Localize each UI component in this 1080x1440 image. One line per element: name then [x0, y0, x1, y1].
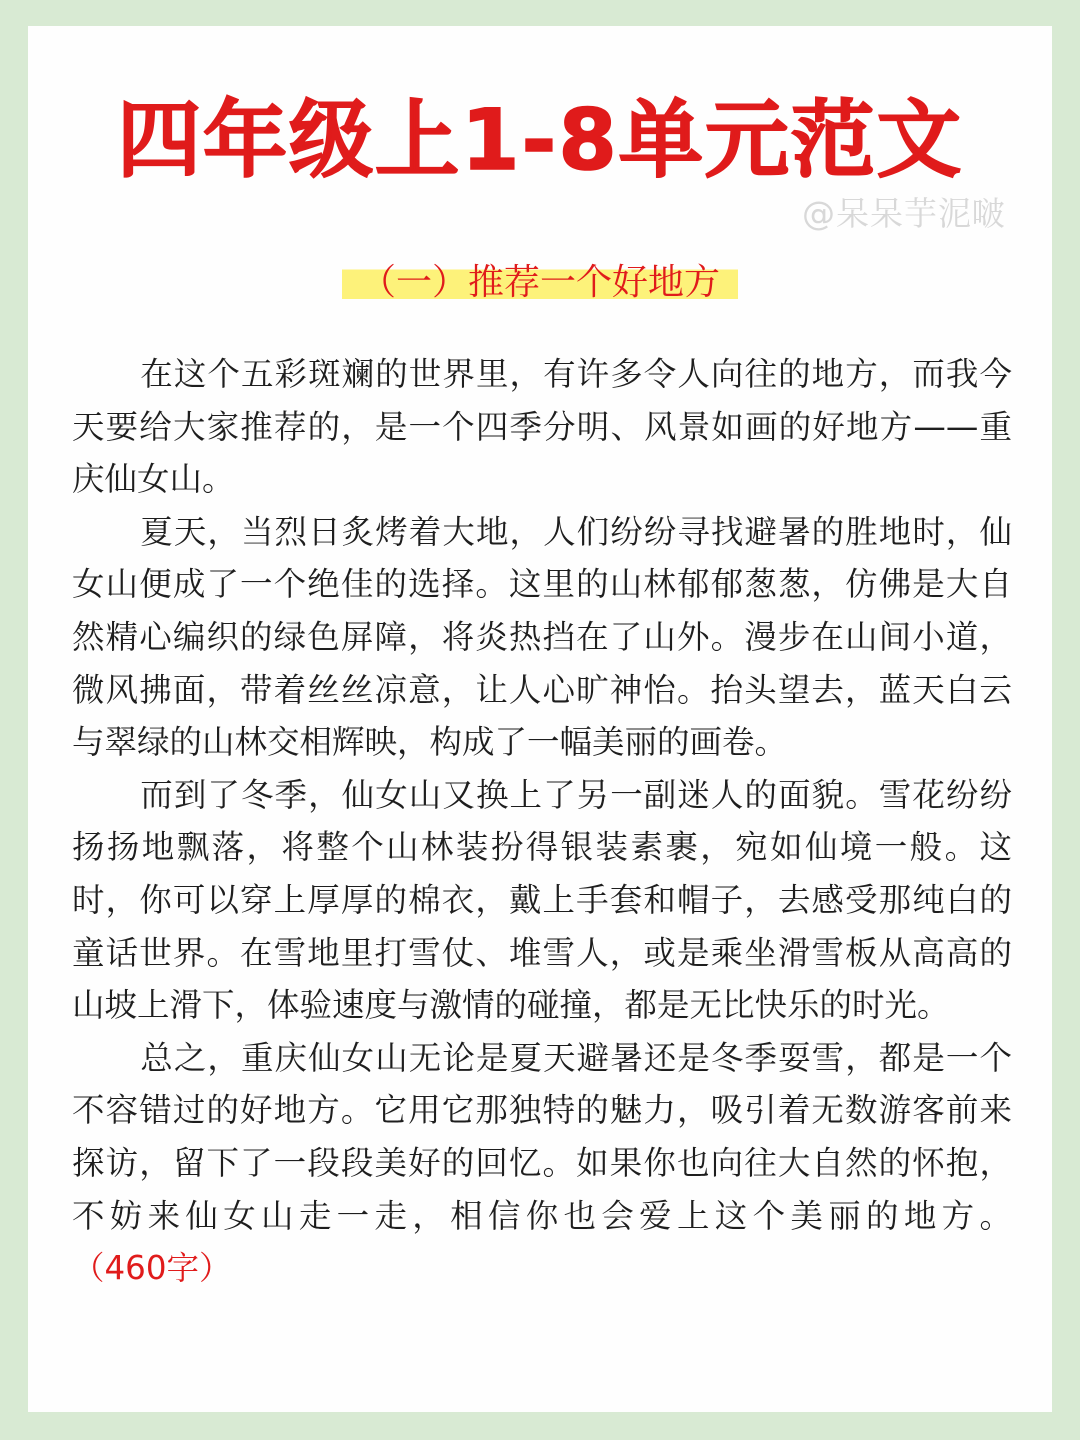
word-count: （460字）	[72, 1249, 232, 1288]
page-title: 四年级上1-8单元范文	[117, 91, 963, 189]
essay-paragraph: 而到了冬季，仙女山又换上了另一副迷人的面貌。雪花纷纷扬扬地飘落，将整个山林装扮得银装素裹，宛如仙境一般。这时，你可以穿上厚厚的棉衣，戴上手套和帽子，去感受那纯白的童话世界。在雪地里打雪仗、堆雪人，或是乘坐滑雪板从高高的山坡上滑下，体验速度与激情的碰撞，都是无比快乐的时光。	[72, 775, 1012, 1025]
section-title: （一）推荐一个好地方	[342, 254, 738, 305]
essay-paragraph-text: 总之，重庆仙女山无论是夏天避暑还是冬季耍雪，都是一个不容错过的好地方。它用它那独特的魅力，吸引着无数游客前来探访，留下了一段段美好的回忆。如果你也向往大自然的怀抱，不妨来仙女山走一走，相信你也会爱上这个美丽的地方。	[72, 1038, 1012, 1235]
watermark: @呆呆芋泥啵	[802, 194, 1006, 233]
essay-paragraph: 夏天，当烈日炙烤着大地，人们纷纷寻找避暑的胜地时，仙女山便成了一个绝佳的选择。这里的山林郁郁葱葱，仿佛是大自然精心编织的绿色屏障，将炎热挡在了山外。漫步在山间小道，微风拂面，带着丝丝凉意，让人心旷神怡。抬头望去，蓝天白云与翠绿的山林交相辉映，构成了一幅美丽的画卷。	[72, 512, 1012, 762]
essay-paragraph: 在这个五彩斑斓的世界里，有许多令人向往的地方，而我今天要给大家推荐的，是一个四季分明、风景如画的好地方——重庆仙女山。	[72, 355, 1012, 499]
section-heading	[28, 254, 1052, 305]
essay-paragraph-last	[72, 1032, 1012, 1295]
essay-body	[72, 348, 1012, 1295]
essay-card	[28, 26, 1052, 1412]
